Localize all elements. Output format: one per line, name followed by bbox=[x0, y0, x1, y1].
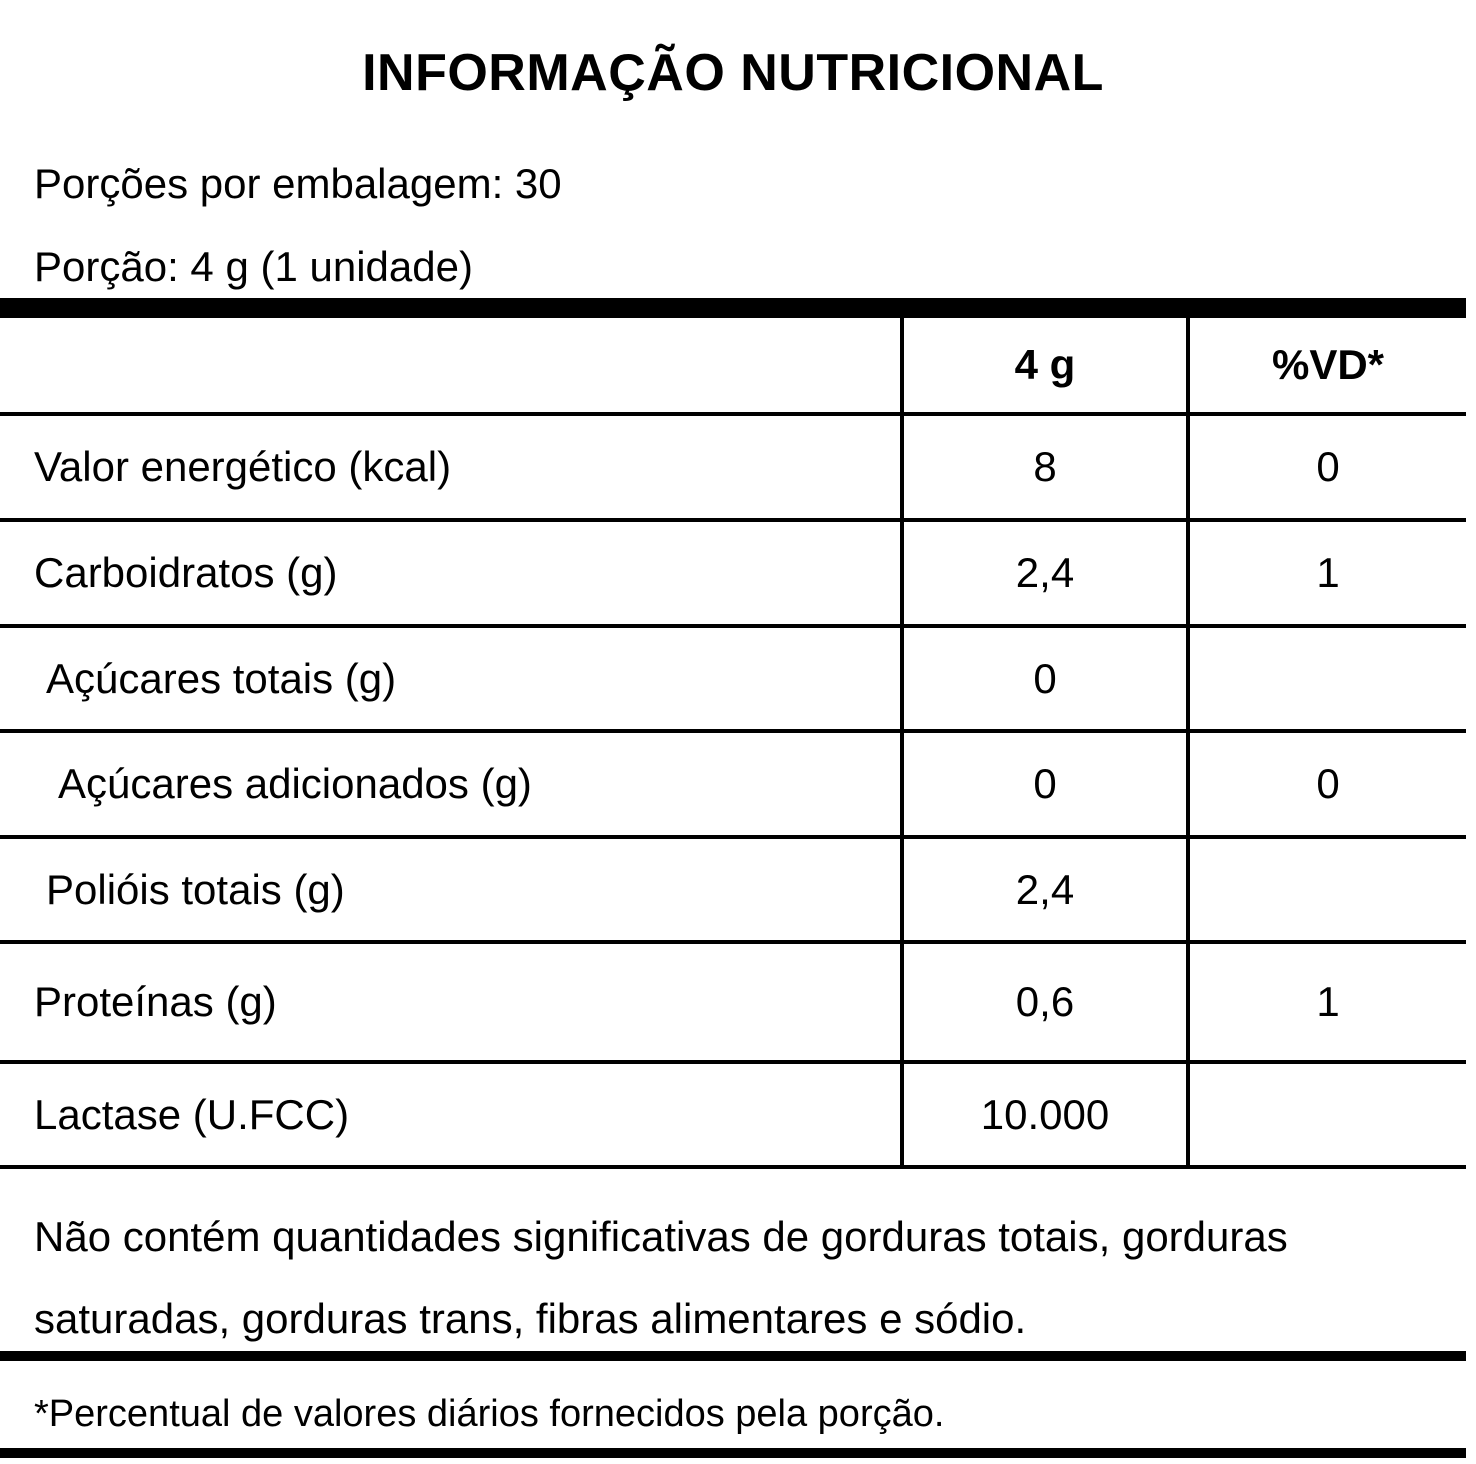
table-row bbox=[0, 522, 1466, 628]
servings-per-package: Porções por embalagem: 30 bbox=[34, 160, 562, 207]
nutrition-table bbox=[0, 318, 1466, 1169]
nutrient-vd bbox=[1190, 839, 1466, 940]
nutrient-vd: 1 bbox=[1316, 978, 1340, 1025]
nutrient-label: Açúcares adicionados (g) bbox=[58, 760, 532, 807]
nutrient-amount: 0 bbox=[1033, 760, 1057, 807]
table-header-row bbox=[0, 318, 1466, 416]
nutrient-label: Polióis totais (g) bbox=[46, 865, 345, 913]
header-vd: %VD* bbox=[1271, 341, 1385, 388]
nutrient-amount: 0,6 bbox=[1015, 978, 1075, 1025]
nutrient-vd: 1 bbox=[1316, 549, 1340, 596]
insignificant-amounts-note bbox=[34, 1196, 1454, 1360]
table-row bbox=[0, 628, 1466, 733]
nutrient-label: Carboidratos (g) bbox=[34, 549, 338, 596]
middle-divider bbox=[0, 1351, 1466, 1361]
nutrient-vd: 0 bbox=[1316, 443, 1340, 490]
footnote-line: Não contém quantidades significativas de gorduras totais, gorduras bbox=[34, 1213, 1288, 1260]
top-divider bbox=[0, 298, 1466, 318]
table-row bbox=[0, 416, 1466, 522]
footnote-line: saturadas, gorduras trans, fibras alimentares e sódio. bbox=[34, 1295, 1027, 1342]
nutrient-label: Lactase (U.FCC) bbox=[34, 1090, 350, 1138]
nutrient-amount: 10.000 bbox=[980, 1090, 1110, 1138]
bottom-divider bbox=[0, 1448, 1466, 1458]
table-row bbox=[0, 839, 1466, 944]
nutrient-vd bbox=[1190, 1064, 1466, 1165]
nutrient-amount: 2,4 bbox=[1015, 549, 1075, 596]
nutrient-amount: 0 bbox=[1033, 654, 1057, 702]
nutrient-label: Proteínas (g) bbox=[34, 978, 277, 1025]
daily-value-note: *Percentual de valores diários fornecidos pela porção. bbox=[34, 1393, 945, 1435]
header-amount: 4 g bbox=[1014, 341, 1076, 388]
portion-size: Porção: 4 g (1 unidade) bbox=[34, 243, 473, 290]
nutrient-amount: 8 bbox=[1033, 443, 1057, 490]
nutrient-label: Açúcares totais (g) bbox=[46, 654, 397, 702]
table-row bbox=[0, 944, 1466, 1064]
nutrient-label: Valor energético (kcal) bbox=[34, 443, 452, 490]
nutrient-vd: 0 bbox=[1316, 760, 1340, 807]
table-row bbox=[0, 1064, 1466, 1169]
table-row bbox=[0, 733, 1466, 839]
header-label bbox=[34, 318, 894, 412]
nutrient-amount: 2,4 bbox=[1015, 865, 1075, 913]
nutrient-vd bbox=[1190, 628, 1466, 729]
label-title: INFORMAÇÃO NUTRICIONAL bbox=[362, 44, 1104, 102]
